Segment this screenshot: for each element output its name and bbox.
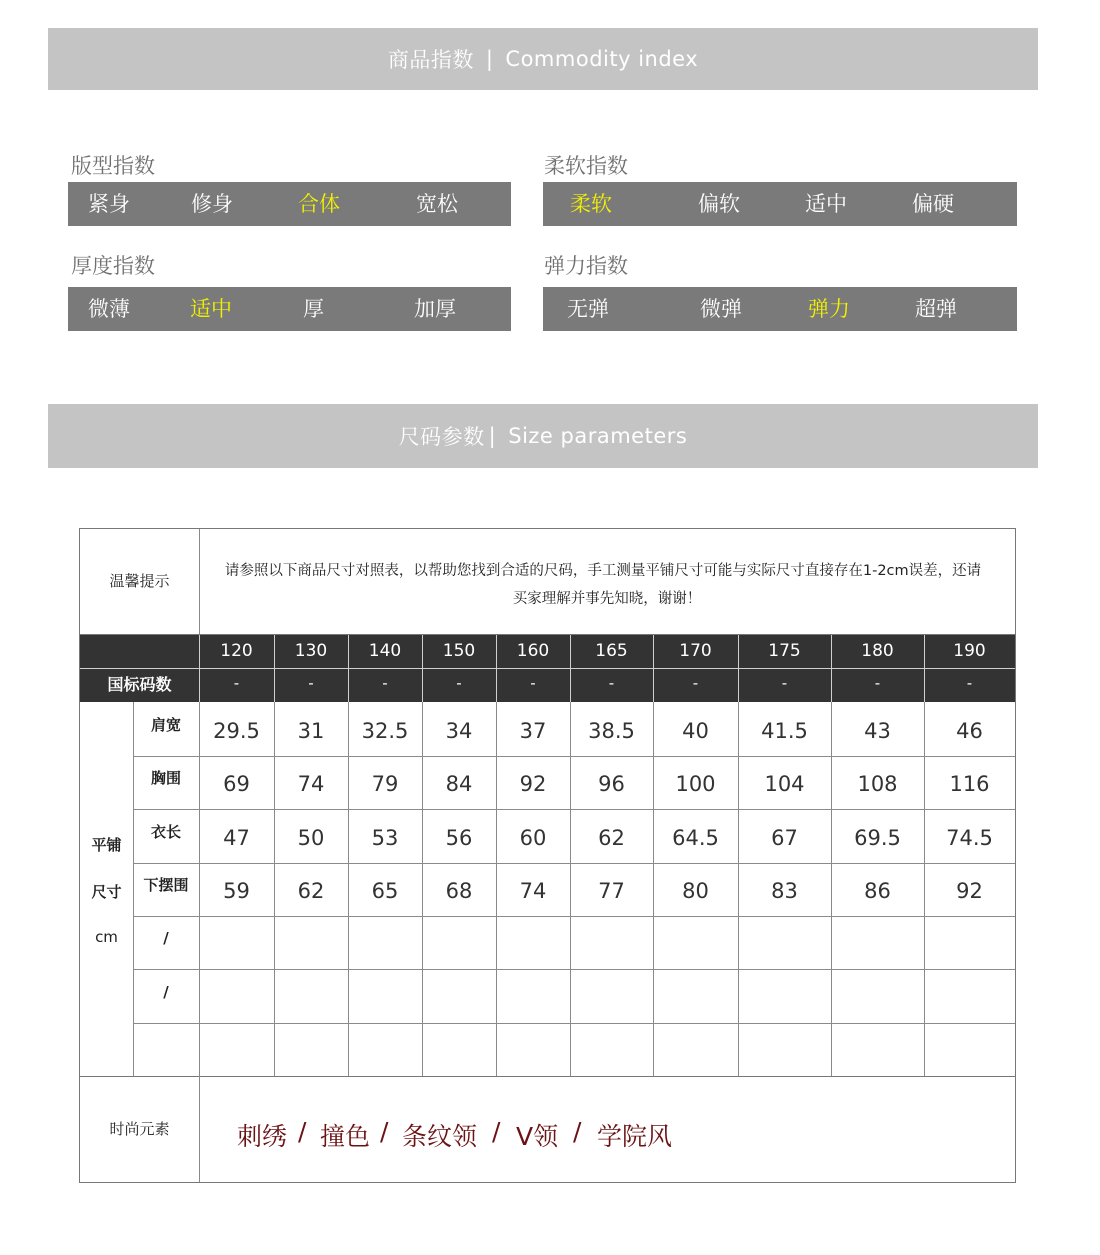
elasticity-option: 微弹 — [700, 297, 742, 321]
measure-value: 104 — [764, 772, 805, 796]
measure-value: 74 — [297, 772, 325, 796]
elasticity-option: 无弹 — [567, 297, 609, 321]
national-size-label: 国标码数 — [107, 675, 172, 694]
measure-value: 74.5 — [946, 826, 993, 850]
measure-value: 96 — [598, 772, 625, 796]
national-value: - — [456, 674, 462, 692]
measure-label — [133, 1023, 199, 1076]
measure-value: 47 — [223, 826, 250, 850]
elasticity-option-active: 弹力 — [808, 297, 850, 321]
thickness-option: 加厚 — [414, 297, 456, 321]
measure-label: 下摆围 — [143, 876, 189, 894]
size-header-190: 190 — [953, 641, 986, 661]
measure-label: 肩宽 — [150, 716, 181, 734]
thickness-index-title: 厚度指数 — [71, 254, 155, 278]
national-value: - — [781, 674, 788, 692]
fit-option: 修身 — [191, 192, 233, 216]
measure-value: 80 — [682, 879, 709, 903]
measure-value — [924, 916, 1015, 969]
thickness-option: 微薄 — [88, 297, 130, 321]
softness-option-active: 柔软 — [570, 192, 612, 216]
measure-value: 74 — [519, 879, 547, 903]
measure-value: 56 — [445, 826, 473, 850]
tip-text-line-1: 请参照以下商品尺寸对照表，以帮助您找到合适的尺码，手工测量平铺尺寸可能与实际尺寸直接存在1-2cm误差，还请 — [224, 563, 982, 579]
measure-value — [653, 969, 738, 1023]
measure-value — [831, 969, 924, 1023]
measure-value: 37 — [519, 719, 547, 743]
banner-cn: 商品指数 — [387, 48, 474, 72]
size-header-160: 160 — [516, 641, 550, 661]
fashion-label: 时尚元素 — [109, 1120, 170, 1138]
fashion-item: 刺绣 — [237, 1122, 288, 1151]
measure-value: 65 — [371, 879, 399, 903]
tip-text-line-2: 买家理解并事先知晓，谢谢！ — [512, 591, 702, 607]
measure-value — [570, 1023, 653, 1076]
measure-value — [422, 916, 496, 969]
col-divider — [348, 702, 349, 1076]
fit-option-active: 合体 — [298, 192, 340, 216]
measure-value: 43 — [864, 719, 891, 743]
elasticity-index-title: 弹力指数 — [544, 254, 628, 278]
measure-value — [199, 916, 274, 969]
fashion-separator: / — [298, 1117, 307, 1146]
measure-value: 41.5 — [761, 719, 808, 743]
fashion-separator: / — [380, 1117, 389, 1146]
fit-index-title: 版型指数 — [71, 154, 155, 178]
measure-value — [348, 916, 422, 969]
col-divider — [831, 702, 832, 1076]
measure-value: 69 — [223, 772, 250, 796]
size-header-180: 180 — [861, 641, 894, 661]
row-divider — [133, 863, 1015, 864]
measure-value: 46 — [956, 719, 983, 743]
thickness-index-bar — [68, 287, 511, 331]
size-header-170: 170 — [679, 641, 712, 661]
measure-value: 92 — [956, 879, 983, 903]
measure-label: 胸围 — [150, 769, 181, 787]
col-divider — [199, 1076, 200, 1182]
measure-value — [274, 969, 348, 1023]
measure-value — [496, 969, 570, 1023]
fit-option: 宽松 — [416, 192, 458, 216]
fashion-item: V领 — [516, 1122, 559, 1151]
measure-value — [199, 969, 274, 1023]
commodity-index-banner — [48, 28, 1038, 90]
measure-value — [831, 916, 924, 969]
row-divider — [133, 756, 1015, 757]
row-divider — [133, 969, 1015, 970]
measure-value — [274, 916, 348, 969]
national-value: - — [530, 674, 536, 692]
tip-label: 温馨提示 — [109, 572, 170, 590]
national-value: - — [608, 674, 615, 692]
measure-value: 59 — [223, 879, 250, 903]
row-divider — [133, 809, 1015, 810]
measure-value: 60 — [519, 826, 547, 850]
col-divider — [422, 702, 423, 1076]
measure-value — [274, 1023, 348, 1076]
fashion-item: 撞色 — [320, 1122, 371, 1151]
measure-value: 108 — [857, 772, 898, 796]
fashion-separator: / — [492, 1117, 501, 1146]
national-value: - — [233, 674, 240, 692]
banner-separator: | — [485, 47, 494, 71]
col-divider — [570, 702, 571, 1076]
measure-value: 116 — [949, 772, 990, 796]
national-value: - — [874, 674, 881, 692]
size-header-120: 120 — [220, 641, 253, 661]
row-divider — [80, 634, 1015, 635]
measure-value: 50 — [297, 826, 325, 850]
thickness-option-active: 适中 — [190, 297, 232, 321]
national-value: - — [966, 674, 973, 692]
measure-value: 84 — [445, 772, 473, 796]
col-divider — [738, 702, 739, 1076]
row-divider — [133, 1023, 1015, 1024]
measure-value: 86 — [864, 879, 891, 903]
size-table — [79, 528, 1016, 1183]
measure-value — [738, 916, 831, 969]
measure-value: 92 — [519, 772, 547, 796]
measure-value — [738, 969, 831, 1023]
softness-option: 适中 — [805, 192, 847, 216]
group-label-line-2: 尺寸 — [91, 883, 122, 901]
flat-size-group-label — [80, 702, 133, 1076]
header-divider — [80, 668, 1015, 669]
size-header-150: 150 — [442, 641, 476, 661]
measure-value: 69.5 — [854, 826, 901, 850]
fit-option: 紧身 — [88, 192, 130, 216]
col-divider — [653, 702, 654, 1076]
national-value: - — [692, 674, 699, 692]
measure-value — [653, 916, 738, 969]
banner-separator: | — [488, 424, 497, 448]
measure-label: / — [163, 983, 169, 1001]
measure-value: 31 — [297, 719, 325, 743]
national-value: - — [308, 674, 314, 692]
measure-value — [570, 916, 653, 969]
measure-value: 77 — [598, 879, 625, 903]
group-label-line-3: cm — [95, 928, 118, 946]
size-parameters-banner — [48, 404, 1038, 468]
size-header-130: 130 — [294, 641, 328, 661]
measure-value: 68 — [445, 879, 473, 903]
measure-value — [348, 1023, 422, 1076]
fashion-item: 条纹领 — [402, 1122, 478, 1151]
softness-index-title: 柔软指数 — [544, 154, 628, 178]
banner-en: Commodity index — [505, 47, 699, 71]
group-label-line-1: 平铺 — [91, 836, 122, 854]
softness-option: 偏硬 — [912, 192, 954, 216]
measure-value — [422, 1023, 496, 1076]
col-divider — [199, 529, 200, 634]
measure-value: 64.5 — [672, 826, 719, 850]
banner-cn: 尺码参数 — [398, 425, 485, 449]
measure-value — [653, 1023, 738, 1076]
measure-value: 79 — [371, 772, 399, 796]
measure-value — [831, 1023, 924, 1076]
row-divider — [80, 1076, 1015, 1077]
measure-value — [422, 969, 496, 1023]
col-divider — [274, 702, 275, 1076]
elasticity-option: 超弹 — [915, 297, 957, 321]
softness-option: 偏软 — [698, 192, 740, 216]
measure-value: 34 — [445, 719, 473, 743]
col-divider — [133, 702, 134, 1076]
fit-index-bar — [68, 182, 511, 226]
measure-value — [570, 969, 653, 1023]
measure-value — [738, 1023, 831, 1076]
national-value: - — [382, 674, 388, 692]
row-divider — [133, 916, 1015, 917]
measure-value — [496, 916, 570, 969]
measure-value: 53 — [371, 826, 399, 850]
softness-index-bar — [543, 182, 1017, 226]
measure-value: 32.5 — [361, 719, 409, 743]
measure-label: / — [163, 929, 169, 947]
tip-text — [199, 529, 1015, 634]
fashion-separator: / — [573, 1117, 582, 1146]
size-header-165: 165 — [595, 641, 628, 661]
fashion-item: 学院风 — [597, 1122, 673, 1151]
measure-label: 衣长 — [150, 823, 181, 841]
measure-value — [924, 969, 1015, 1023]
measure-value: 62 — [297, 879, 325, 903]
measure-value: 29.5 — [213, 719, 260, 743]
col-divider — [924, 702, 925, 1076]
elasticity-index-bar — [543, 287, 1017, 331]
size-header-175: 175 — [768, 641, 801, 661]
banner-en: Size parameters — [508, 424, 688, 448]
measure-value: 38.5 — [588, 719, 635, 743]
measure-value: 100 — [675, 772, 716, 796]
measure-value: 40 — [682, 719, 709, 743]
col-divider — [496, 702, 497, 1076]
measure-value: 67 — [771, 826, 798, 850]
measure-value — [496, 1023, 570, 1076]
measure-value — [924, 1023, 1015, 1076]
size-header-140: 140 — [368, 641, 402, 661]
measure-value: 83 — [771, 879, 798, 903]
measure-value — [348, 969, 422, 1023]
measure-value: 62 — [598, 826, 625, 850]
thickness-option: 厚 — [303, 297, 324, 321]
col-divider — [199, 702, 200, 1076]
measure-value — [199, 1023, 274, 1076]
